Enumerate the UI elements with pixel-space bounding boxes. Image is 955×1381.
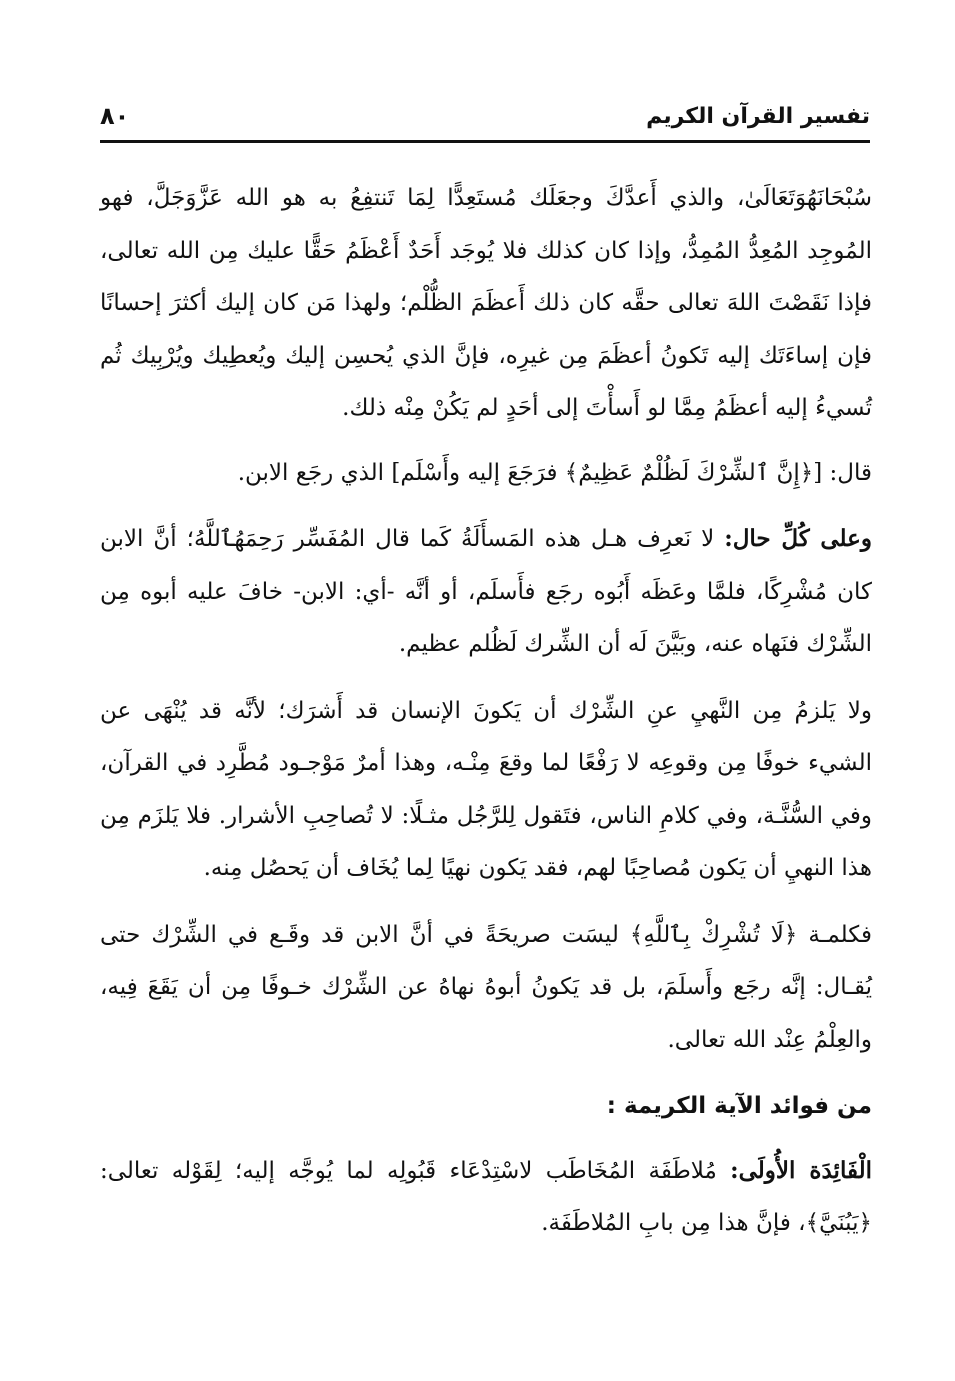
page-number: ٨٠ (100, 102, 130, 130)
paragraph-1: سُبْحَانَهُوَتَعَالَىٰ، والذي أَعدَّكَ وجعَلَك مُستَعِدًّا لِمَا تَنتفِعُ به هو الله عَزَّوَجَلَّ، فهو المُوجِد المُعِدُّ المُمِدُّ، وإذا كان كذلك فلا يُوجَد أَحَدٌ أَعْظَمُ حَقًّا عليك مِن الله تعالى، فإذا نَقَصْتَ اللهَ تعالى حقَّه كان ذلك أَعظَمَ الظُّلْم؛ ولهذا مَن كان إليك أكثرَ إحسانًا فإن إساءَتَك إليه تَكونُ أعظَمَ مِن غيرِه، فإنَّ الذي يُحسِن إليك ويُعطِيك ويُرْبِيك ثُم تُسيءُ إليه أعظَمُ مِمَّا لو أَسأْتَ إلى أحَدٍ لم يَكُنْ مِنْه ذلك. (100, 185, 872, 421)
benefit-text: مُلاطَفَة المُخَاطَب لاسْتِدْعَاء قَبُولِه لما يُوجَّه إليه؛ لِقَوْله تعالى: ﴿يَبُنَيَّ﴾، فإنَّ هذا مِن بابِ المُلاطَفَة. (100, 1157, 872, 1236)
paragraph-2: قال: [﴿إِنَّ ٱلشِّرْكَ لَظُلْمٌ عَظِيمٌ﴾ فرَجَعَ إليه وأَسْلَم] الذي رجَع الابن. (237, 459, 872, 486)
paragraph-3-rest: لا نَعرِف هـل هذه المَسأَلَةُ كَما قال المُفَسِّر رَحِمَهُٱللَّهُ؛ أنَّ الابن (100, 526, 725, 552)
section-heading: من فوائد الآية الكريمة : (606, 1093, 872, 1119)
page-body (100, 172, 872, 1264)
paragraph-3 (100, 513, 872, 671)
paragraph-5: فكلمـة ﴿لَا تُشْرِكْ بِٱللَّهِ﴾ ليسَت صريحَةً في أنَّ الابن قد وقَـع في الشِّرْك حتى يُقـال: إنَّه رجَع وأَسلَمَ، بل قد يَكونُ أبوهُ نهاهُ عن الشِّرْك خـوفًا مِن أن يَقَعَ فِيه، والعِلْمُ عِنْد الله تعالى. (100, 921, 872, 1053)
page-header (100, 100, 870, 146)
paragraph-3-lead: وعلى كُلِّ حال: (724, 525, 872, 552)
header-rule (100, 140, 870, 143)
running-title: تفسير القرآن الكريم (646, 104, 870, 129)
benefit-paragraph (100, 1145, 872, 1250)
benefit-lead: الْفَائِدَة الأُولَى: (730, 1156, 873, 1184)
paragraph-3-continuation: كان مُشْرِكًا، فلمَّا وعَظَه أَبُوه رجَع فأَسلَم، أو أنَّه -أي: الابن- خافَ عليه أبوه مِن الشِّرْك فنَهاه عنه، وبَيَّنَ لَه أن الشِّرك لَظُلم عظيم. (100, 578, 872, 657)
paragraph-4: ولا يَلزمُ مِن النَّهيِ عنِ الشِّرْك أن يَكونَ الإنسان قد أَشرَك؛ لأنَّه قد يُنْهَى عن الشيء خوفًا مِن وقوعِه لا رَفْعًا لما وقعَ مِنْـه، وهذا أمرٌ مَوْجـود مُطَّرِد في القرآن، وفي السُّنَّـة، وفي كلامِ الناس، فتَقول لِلرَّجُل مثـلًا: لا تُصاحِبِ الأشرار. فلا يَلزَم مِن هذا النهيِ أن يَكون مُصاحِبًا لهم، فقد يَكون نهيًا لِما يُخَاف أن يَحصُل مِنه. (100, 697, 872, 881)
